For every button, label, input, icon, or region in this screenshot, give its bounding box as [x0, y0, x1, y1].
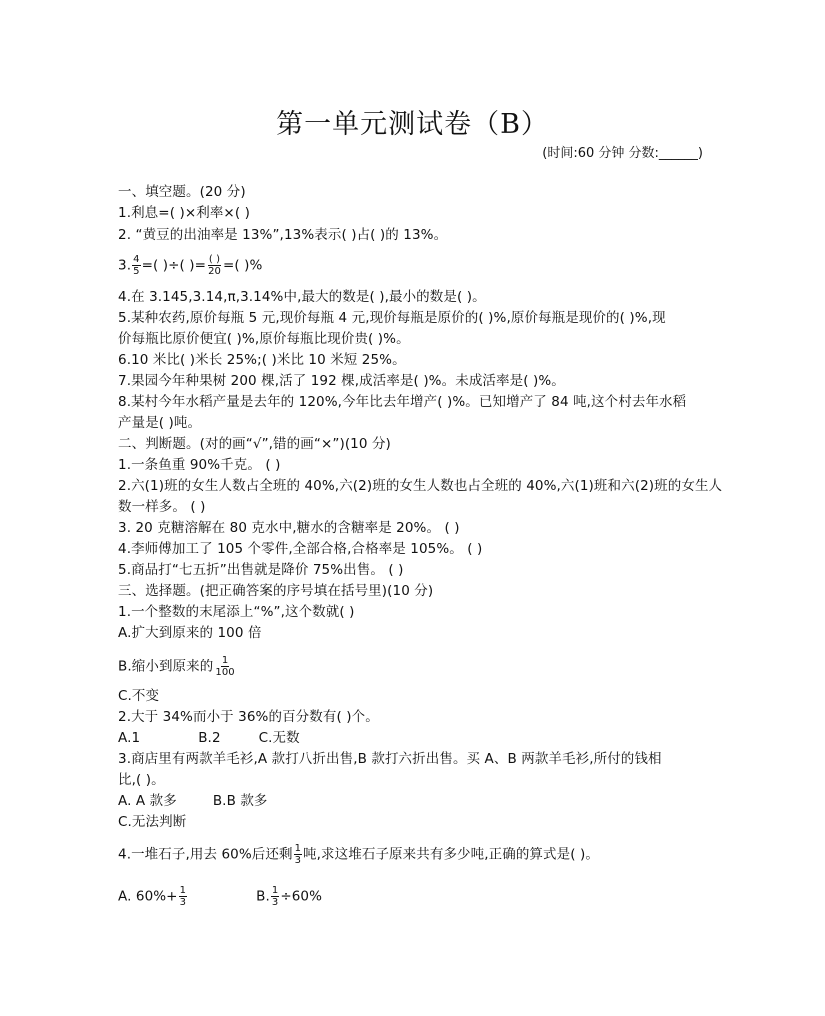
s1-question-3 [118, 254, 262, 277]
s3-q4-a-numerator: 1 [179, 885, 187, 896]
s1-question-8-line-2: 产量是( )吨。 [118, 415, 202, 431]
s3-q4-prefix: 4.一堆石子,用去 60%后还剩 [118, 846, 293, 863]
s1-question-8-line-1: 8.某村今年水稻产量是去年的 120%,今年比去年增产( )%。已知增产了 84 吨,这个村去年水稻 [118, 394, 687, 410]
s3-q1-option-b-fraction [214, 655, 235, 678]
s3-q3-option-a: A. A 款多 [118, 793, 177, 809]
page-title: 第一单元测试卷（B） [276, 109, 549, 140]
s3-question-1: 1.一个整数的末尾添上“%”,这个数就( ) [118, 604, 355, 620]
s1-question-7: 7.果园今年种果树 200 棵,活了 192 棵,成活率是( )%。未成活率是( )%。 [118, 373, 565, 389]
s1-question-1: 1.利息=( )×利率×( ) [118, 205, 250, 221]
q3-frac1-numerator: 4 [133, 254, 140, 265]
s2-question-2-line-2: 数一样多。 ( ) [118, 499, 206, 515]
q3-fraction-1 [132, 254, 140, 277]
s3-q2-option-a: A.1 [118, 730, 141, 746]
q3-prefix: 3. [118, 257, 132, 274]
s3-q4-denominator: 3 [294, 855, 302, 866]
s3-q4-option-b-suffix: ÷60% [280, 888, 323, 905]
time-score-line: (时间:60 分钟 分数:______) [542, 146, 703, 161]
s2-question-4: 4.李师傅加工了 105 个零件,全部合格,合格率是 105%。 ( ) [118, 541, 483, 557]
s1-question-5-line-2: 价每瓶比原价便宜( )%,原价每瓶比现价贵( )%。 [118, 331, 410, 347]
s3-q2-option-b: B.2 [198, 730, 221, 746]
s2-question-2-line-1: 2.六(1)班的女生人数占全班的 40%,六(2)班的女生人数也占全班的 40%,六(1)班和六(2)班的女生人 [118, 478, 723, 494]
s1-question-2: 2. “黄豆的出油率是 13%”,13%表示( )占( )的 13%。 [118, 227, 448, 243]
s3-q4-b-denominator: 3 [271, 897, 279, 908]
s3-q4-numerator: 1 [294, 843, 302, 854]
s3-q4-fraction [294, 843, 302, 866]
s3-question-2: 2.大于 34%而小于 36%的百分数有( )个。 [118, 709, 379, 725]
s3-q4-a-denominator: 3 [179, 897, 187, 908]
s1-question-6: 6.10 米比( )米长 25%;( )米比 10 米短 25%。 [118, 352, 406, 368]
s3-q1-b-numerator: 1 [221, 655, 229, 666]
s3-q3-option-b: B.B 款多 [212, 793, 268, 809]
s3-question-3-line-2: 比,( )。 [118, 772, 165, 788]
s3-q4-option-b-text: B. [256, 888, 270, 905]
q3-frac2-numerator: ( ) [208, 254, 221, 265]
s2-question-5: 5.商品打“七五折”出售就是降价 75%出售。 ( ) [118, 562, 404, 578]
q3-frac2-denominator: 20 [208, 266, 221, 277]
s3-q4-option-a-text: A. 60%+ [118, 888, 178, 905]
s3-q4-b-numerator: 1 [271, 885, 279, 896]
s3-q1-option-a: A.扩大到原来的 100 倍 [118, 625, 262, 641]
s3-q1-option-b [118, 655, 237, 678]
section-1-heading: 一、填空题。(20 分) [118, 184, 246, 200]
section-2-heading: 二、判断题。(对的画“√”,错的画“×”)(10 分) [118, 436, 391, 452]
s1-question-5-line-1: 5.某种农药,原价每瓶 5 元,现价每瓶 4 元,现价每瓶是原价的( )%,原价每瓶是现价的( )%,现 [118, 310, 666, 326]
s3-q4-options [118, 885, 322, 908]
q3-frac1-denominator: 5 [133, 266, 140, 277]
s2-question-1: 1.一条鱼重 90%千克。 ( ) [118, 457, 281, 473]
s1-question-4: 4.在 3.145,3.14,π,3.14%中,最大的数是( ),最小的数是( )。 [118, 289, 486, 305]
s2-question-3: 3. 20 克糖溶解在 80 克水中,糖水的含糖率是 20%。 ( ) [118, 520, 460, 536]
s3-q2-option-c: C.无数 [258, 730, 300, 746]
s3-q1-b-denominator: 100 [215, 667, 235, 678]
s3-question-3-line-1: 3.商店里有两款羊毛衫,A 款打八折出售,B 款打六折出售。买 A、B 两款羊毛衫,所付的钱相 [118, 751, 662, 767]
s3-q3-options-ab [118, 793, 268, 810]
s3-q1-option-c: C.不变 [118, 688, 160, 704]
q3-middle: =( )÷( )= [141, 257, 207, 274]
q3-fraction-2 [207, 254, 222, 277]
s3-q4-suffix: 吨,求这堆石子原来共有多少吨,正确的算式是( )。 [303, 846, 599, 863]
s3-q3-option-c: C.无法判断 [118, 814, 187, 830]
s3-q2-options [118, 730, 300, 747]
s3-question-4 [118, 843, 599, 866]
section-3-heading: 三、选择题。(把正确答案的序号填在括号里)(10 分) [118, 583, 434, 599]
s3-q4-option-b-fraction [271, 885, 279, 908]
s3-q4-option-a-fraction [179, 885, 187, 908]
s3-q1-option-b-text: B.缩小到原来的 [118, 658, 214, 675]
q3-suffix: =( )% [223, 257, 263, 274]
